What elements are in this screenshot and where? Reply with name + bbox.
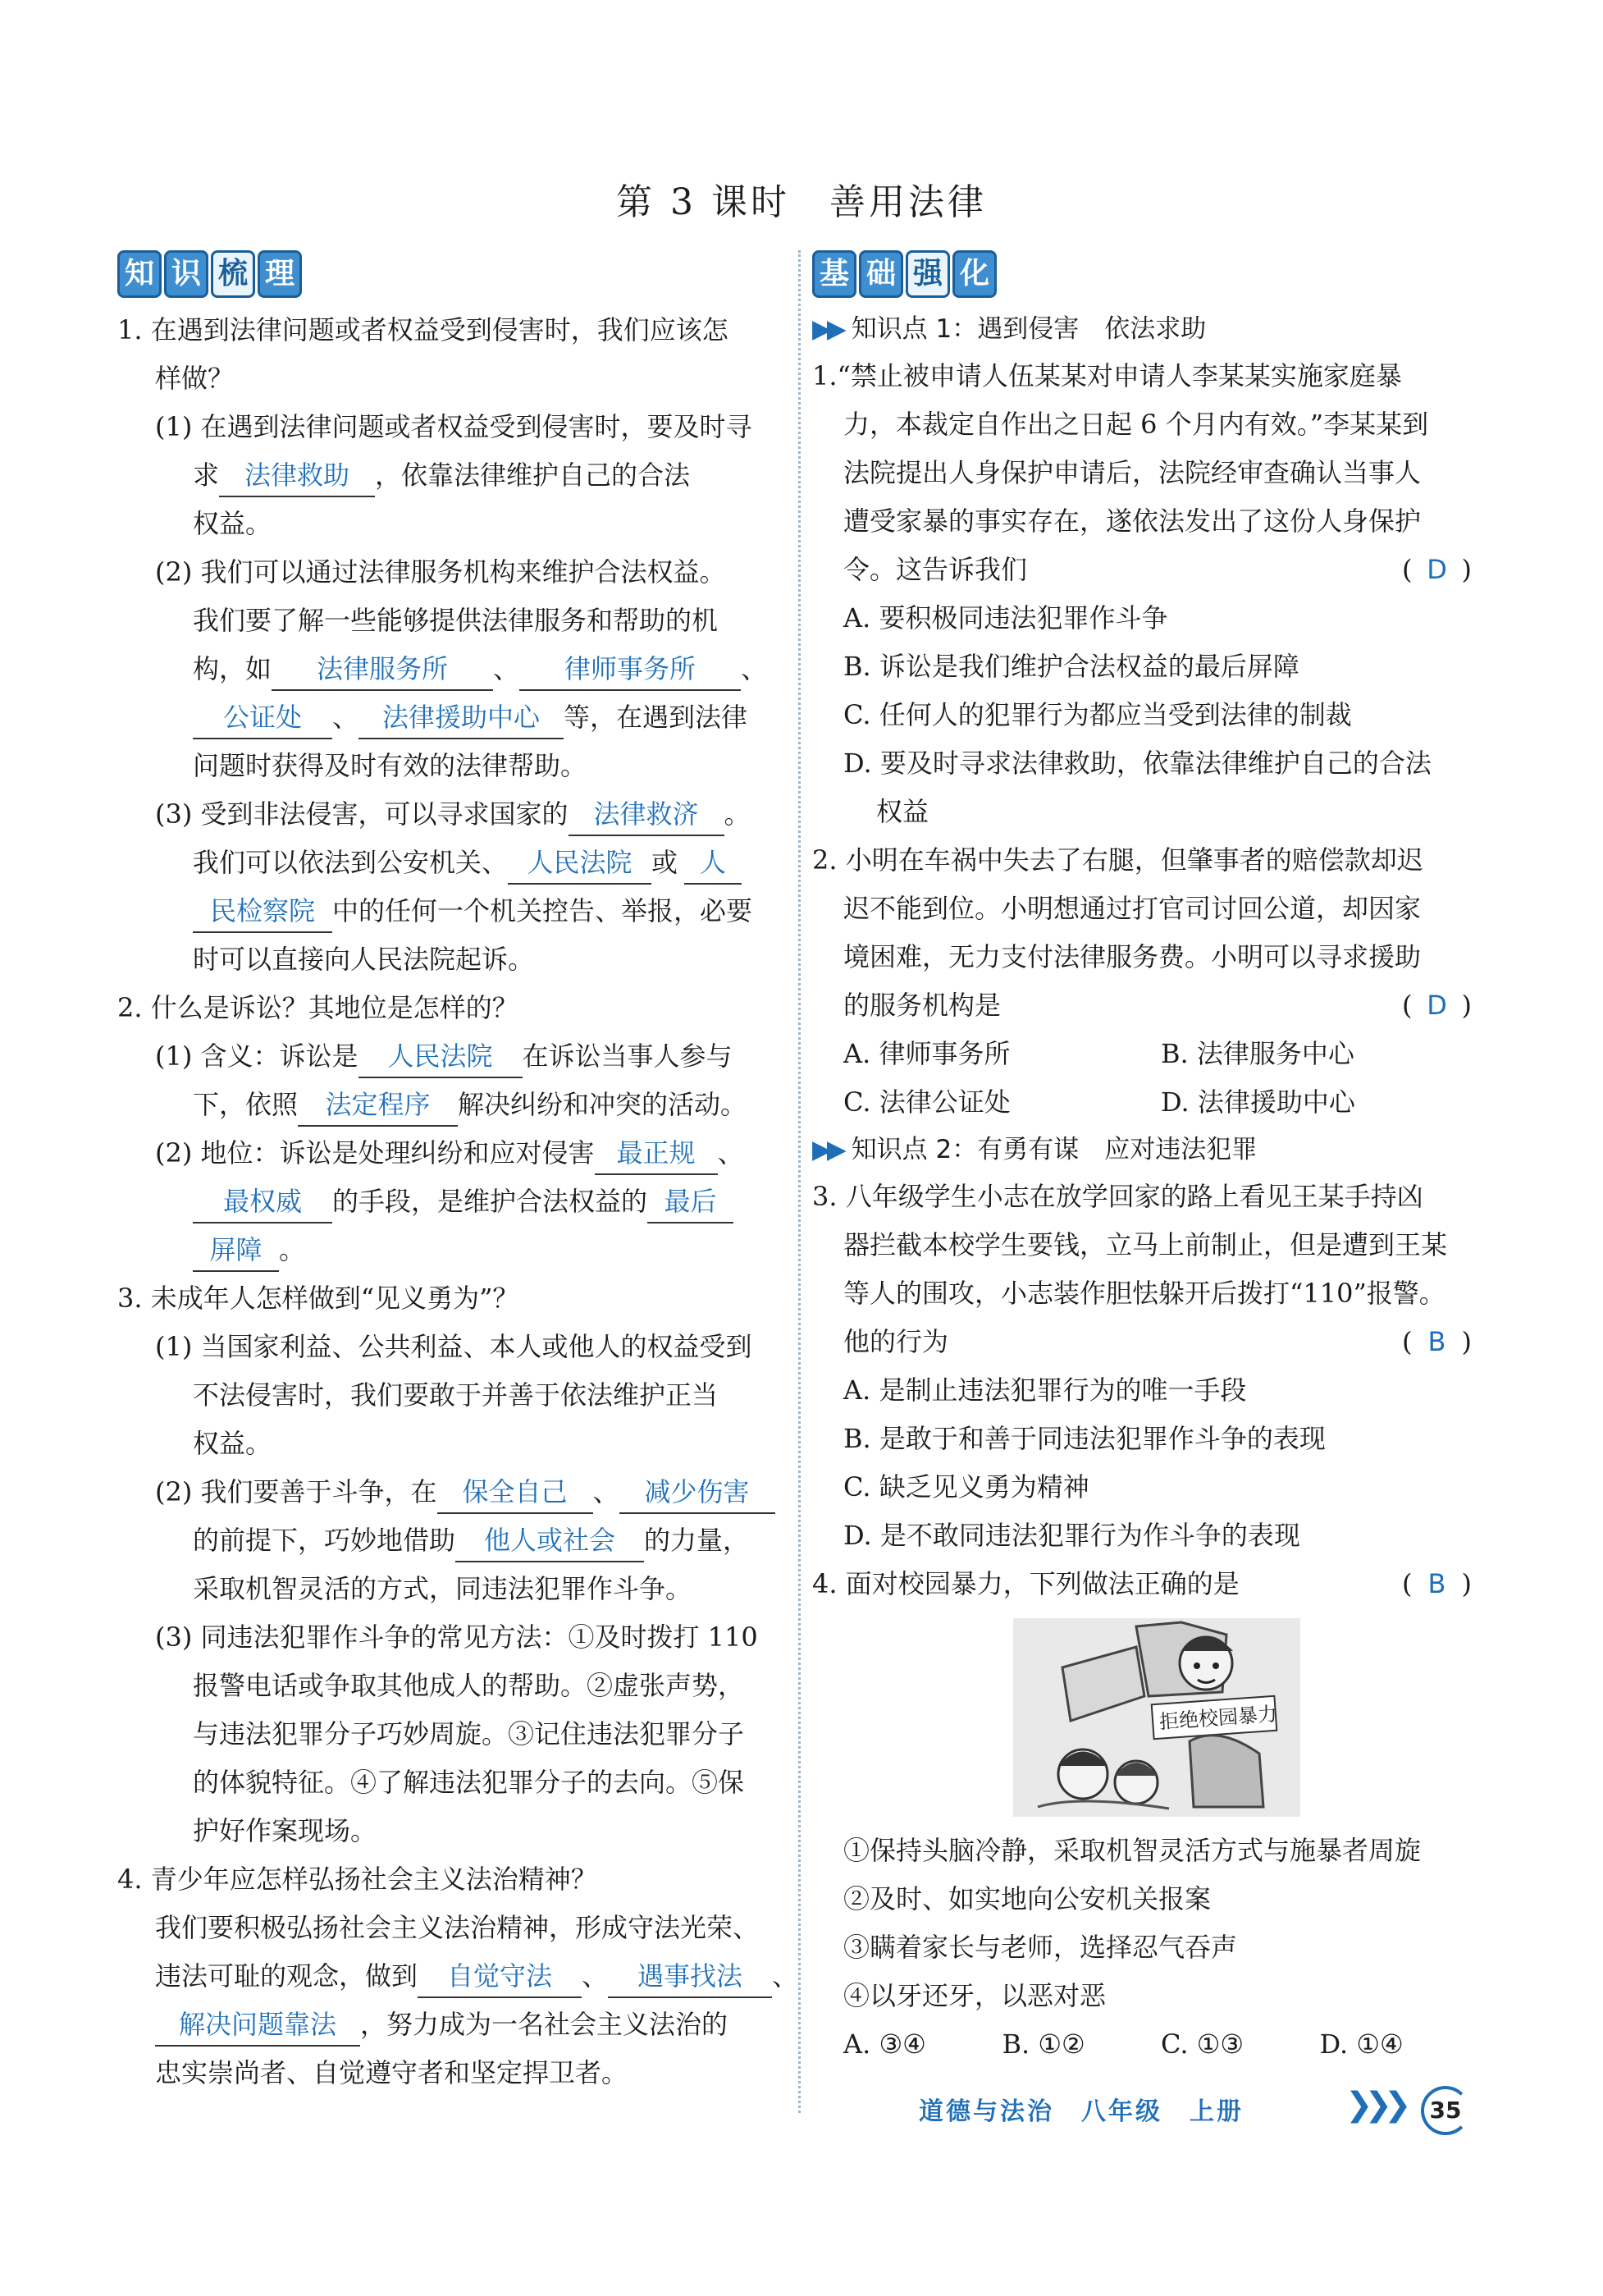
text: 、 bbox=[772, 1960, 799, 1992]
option: B. ①② bbox=[1002, 2028, 1085, 2060]
answer-blank: 遇事找法 bbox=[608, 1955, 772, 1998]
q3-point-2-end: 采取机智灵活的方式，同违法犯罪作斗争。 bbox=[193, 1573, 692, 1604]
q4-answer-end: 忠实崇尚者、自觉遵守者和坚定捍卫者。 bbox=[155, 2057, 628, 2088]
answer-blank: 人 bbox=[684, 842, 742, 885]
text: 构，如 bbox=[193, 653, 272, 684]
chevron-right-icon: ❯❯❯ bbox=[1345, 2086, 1404, 2124]
double-arrow-icon: ▶▶ bbox=[812, 314, 842, 344]
option: D. 要及时寻求法律救助，依靠法律维护自己的合法 bbox=[843, 748, 1432, 779]
answer-blank: 自觉守法 bbox=[418, 1955, 582, 1998]
q4-answer-cont-2 bbox=[117, 2001, 792, 2049]
answer-bracket: ( D ) bbox=[1402, 981, 1478, 1030]
text: (3) 受到非法侵害，可以寻求国家的 bbox=[155, 798, 569, 830]
q1-point-3 bbox=[117, 790, 792, 839]
q1-point-3-cont bbox=[117, 839, 792, 887]
answer-blank: 人民法院 bbox=[359, 1036, 523, 1078]
text: 、 bbox=[332, 702, 359, 733]
question-3: 3. 未成年人怎样做到“见义勇为”？ bbox=[117, 1283, 519, 1314]
cartoon-sign-text: 拒绝校园暴力 bbox=[1158, 1702, 1278, 1734]
question-1: 1. 在遇到法律问题或者权益受到侵害时，我们应该怎 bbox=[117, 314, 728, 345]
page-number: 35 bbox=[1421, 2086, 1470, 2135]
text: ，依靠法律维护自己的合法 bbox=[375, 460, 691, 491]
basic-practice-column bbox=[812, 250, 1478, 2069]
option: A. 是制止违法犯罪行为的唯一手段 bbox=[843, 1374, 1247, 1406]
option: D. 法律援助中心 bbox=[1161, 1086, 1355, 1118]
text: 的力量， bbox=[644, 1525, 750, 1556]
mc-q1-line: 1.“禁止被申请人伍某某对申请人李某某实施家庭暴 bbox=[812, 360, 1402, 391]
text: ，努力成为一名社会主义法治的 bbox=[360, 2009, 728, 2040]
text: (2) 地位：诉讼是处理纠纷和应对侵害 bbox=[155, 1137, 595, 1169]
option: B. 诉讼是我们维护合法权益的最后屏障 bbox=[843, 651, 1299, 682]
mc-q1-line: 法院提出人身保护申请后，法院经审查确认当事人 bbox=[843, 457, 1422, 488]
option: A. 律师事务所 bbox=[843, 1038, 1011, 1069]
text: (1) 含义：诉讼是 bbox=[155, 1041, 359, 1072]
badge-char: 化 bbox=[952, 250, 997, 298]
option: C. 缺乏见义勇为精神 bbox=[843, 1471, 1089, 1502]
option: C. 法律公证处 bbox=[843, 1086, 1011, 1118]
q3-point-3-cont: 的体貌特征。④了解违法犯罪分子的去向。⑤保 bbox=[193, 1767, 745, 1798]
option-row bbox=[812, 1030, 1478, 1078]
text: 求 bbox=[193, 460, 220, 491]
q3-point-2 bbox=[117, 1468, 792, 1516]
q1-point-2-end: 问题时获得及时有效的法律帮助。 bbox=[193, 750, 587, 781]
option: B. 法律服务中心 bbox=[1161, 1038, 1354, 1069]
q3-point-1-end: 权益。 bbox=[193, 1428, 272, 1459]
q3-point-3-cont: 报警电话或争取其他成人的帮助。②虚张声势， bbox=[193, 1670, 745, 1701]
answer-blank: 人民法院 bbox=[508, 842, 651, 885]
text: 的前提下，巧妙地借助 bbox=[193, 1525, 456, 1556]
mc-q3-line: 3. 八年级学生小志在放学回家的路上看见王某手持凶 bbox=[812, 1181, 1423, 1212]
mc-q3-line: 等人的围攻，小志装作胆怯躲开后拨打“110”报警。 bbox=[843, 1278, 1445, 1309]
mc-q4 bbox=[812, 1560, 1478, 1608]
answer-blank: 最权威 bbox=[193, 1181, 332, 1223]
q3-point-1-cont: 不法侵害时，我们要敢于并善于依法维护正当 bbox=[193, 1379, 719, 1411]
answer-choice: B bbox=[1427, 1568, 1446, 1599]
knowledge-review-column bbox=[117, 250, 799, 2097]
mc-q2-line: 境困难，无力支付法律服务费。小明可以寻求援助 bbox=[843, 941, 1422, 972]
text: 在诉讼当事人参与 bbox=[522, 1041, 733, 1072]
lesson-title: 第 3 课时 善用法律 bbox=[616, 181, 987, 223]
text: 等，在遇到法律 bbox=[564, 702, 748, 733]
answer-blank: 他人或社会 bbox=[455, 1520, 644, 1562]
badge-char: 础 bbox=[859, 250, 903, 298]
text: 、 bbox=[592, 1476, 619, 1507]
text: 下，依照 bbox=[193, 1089, 299, 1120]
answer-blank: 解决问题靠法 bbox=[155, 2004, 360, 2047]
q1-point-1-end: 权益。 bbox=[193, 508, 272, 539]
answer-bracket: ( D ) bbox=[1402, 546, 1478, 594]
option: B. 是敢于和善于同违法犯罪作斗争的表现 bbox=[843, 1423, 1326, 1454]
answer-choice: D bbox=[1427, 554, 1447, 585]
answer-blank: 屏障 bbox=[193, 1229, 279, 1272]
option: D. ①④ bbox=[1319, 2028, 1404, 2060]
question-4: 4. 青少年应怎样弘扬社会主义法治精神？ bbox=[117, 1864, 597, 1895]
badge-char: 基 bbox=[812, 250, 856, 298]
page-footer bbox=[919, 2084, 1493, 2134]
question-2: 2. 什么是诉讼？其地位是怎样的？ bbox=[117, 992, 518, 1023]
option: C. 任何人的犯罪行为都应当受到法律的制裁 bbox=[843, 699, 1352, 730]
q2-point-2-cont bbox=[117, 1178, 792, 1226]
mc-q2-line: 2. 小明在车祸中失去了右腿，但肇事者的赔偿款却迟 bbox=[812, 844, 1423, 876]
mc-q2-line: 迟不能到位。小明想通过打官司讨回公道，却因家 bbox=[843, 893, 1422, 924]
q3-point-3-cont: 与违法犯罪分子巧妙周旋。③记住违法犯罪分子 bbox=[193, 1718, 745, 1749]
q2-point-1-cont bbox=[117, 1081, 792, 1129]
text: 、 bbox=[582, 1960, 609, 1992]
q4-answer-cont bbox=[117, 1952, 799, 2001]
answer-blank: 法律救助 bbox=[219, 455, 375, 497]
answer-choice: D bbox=[1427, 990, 1447, 1021]
mc-q3-last bbox=[812, 1318, 1478, 1366]
column-divider bbox=[798, 250, 801, 2113]
q1-point-3-cont-2 bbox=[117, 887, 792, 935]
mc-q2-last bbox=[812, 981, 1478, 1030]
answer-blank: 最正规 bbox=[595, 1132, 718, 1175]
answer-blank: 最后 bbox=[647, 1181, 733, 1223]
text: 令。这告诉我们 bbox=[843, 554, 1028, 585]
book-title: 道德与法治 八年级 上册 bbox=[919, 2097, 1244, 2126]
mc-q1-line: 力，本裁定自作出之日起 6 个月内有效。”李某某到 bbox=[843, 409, 1429, 440]
text: 的手段，是维护合法权益的 bbox=[332, 1186, 648, 1217]
answer-blank: 法律援助中心 bbox=[359, 697, 564, 739]
q1-point-1: (1) 在遇到法律问题或者权益受到侵害时，要及时寻 bbox=[155, 411, 752, 442]
q3-point-3: (3) 同违法犯罪作斗争的常见方法：①及时拨打 110 bbox=[155, 1621, 758, 1653]
text: 解决纠纷和冲突的活动。 bbox=[458, 1089, 747, 1120]
option-row bbox=[812, 1078, 1478, 1127]
statement: ②及时、如实地向公安机关报案 bbox=[843, 1883, 1212, 1914]
knowledge-point-2: 知识点 2：有勇有谋 应对违法犯罪 bbox=[851, 1135, 1258, 1164]
text: 、 bbox=[493, 653, 520, 684]
q2-point-2 bbox=[117, 1129, 792, 1178]
answer-blank: 律师事务所 bbox=[519, 648, 741, 691]
option: A. ③④ bbox=[843, 2028, 926, 2060]
q1-point-2-blanks bbox=[117, 645, 792, 693]
q1-point-2-blanks-2 bbox=[117, 693, 792, 742]
option: D. 是不敢同违法犯罪行为作斗争的表现 bbox=[843, 1520, 1300, 1551]
knowledge-point-1-header bbox=[812, 306, 1478, 352]
text: 或 bbox=[651, 847, 678, 878]
badge-char: 理 bbox=[258, 250, 302, 298]
badge-char: 识 bbox=[164, 250, 208, 298]
answer-bracket: ( B ) bbox=[1402, 1560, 1478, 1608]
q1-point-3-end: 时可以直接向人民法院起诉。 bbox=[193, 944, 535, 975]
text: 违法可耻的观念，做到 bbox=[155, 1960, 418, 1992]
option: A. 要积极同违法犯罪作斗争 bbox=[843, 602, 1168, 633]
text: 的服务机构是 bbox=[843, 990, 1002, 1021]
answer-blank: 保全自己 bbox=[437, 1471, 593, 1514]
text: 。 bbox=[724, 798, 751, 830]
q1-point-2: (2) 我们可以通过法律服务机构来维护合法权益。 bbox=[155, 556, 726, 588]
text: 他的行为 bbox=[843, 1326, 949, 1357]
q4-answer: 我们要积极弘扬社会主义法治精神，形成守法光荣、 bbox=[155, 1912, 760, 1943]
text: (2) 我们要善于斗争，在 bbox=[155, 1476, 437, 1507]
badge-char: 知 bbox=[117, 250, 162, 298]
text: 我们可以依法到公安机关、 bbox=[193, 847, 509, 878]
q3-point-2-cont bbox=[117, 1516, 792, 1565]
option-cont: 权益 bbox=[876, 796, 929, 827]
knowledge-point-1: 知识点 1：遇到侵害 依法求助 bbox=[851, 314, 1207, 344]
answer-blank: 公证处 bbox=[193, 697, 332, 739]
text: 、 bbox=[741, 653, 768, 684]
question-1-cont: 样做？ bbox=[155, 363, 235, 394]
mc-q1-line: 遭受家暴的事实存在，遂依法发出了这份人身保护 bbox=[843, 505, 1422, 537]
q1-point-2-cont: 我们要了解一些能够提供法律服务和帮助的机 bbox=[193, 605, 719, 636]
double-arrow-icon: ▶▶ bbox=[812, 1135, 842, 1164]
answer-blank: 减少伤害 bbox=[619, 1471, 775, 1514]
text: 4. 面对校园暴力，下列做法正确的是 bbox=[812, 1568, 1240, 1599]
text: 中的任何一个机关控告、举报，必要 bbox=[332, 895, 753, 926]
q1-point-1-cont bbox=[117, 451, 792, 500]
q3-point-1: (1) 当国家利益、公共利益、本人或他人的权益受到 bbox=[155, 1331, 752, 1362]
text: 。 bbox=[279, 1234, 306, 1265]
answer-blank: 民检察院 bbox=[193, 890, 332, 933]
statement: ③瞒着家长与老师，选择忍气吞声 bbox=[843, 1932, 1238, 1963]
statement: ①保持头脑冷静，采取机智灵活方式与施暴者周旋 bbox=[843, 1835, 1422, 1866]
answer-blank: 法律救济 bbox=[569, 794, 724, 836]
q2-point-2-end bbox=[117, 1226, 792, 1274]
knowledge-review-badge bbox=[117, 250, 302, 298]
answer-choice: B bbox=[1427, 1326, 1446, 1357]
answer-bracket: ( B ) bbox=[1402, 1318, 1478, 1366]
q2-point-1 bbox=[117, 1032, 792, 1081]
statement: ④以牙还牙，以恶对恶 bbox=[843, 1980, 1107, 2011]
badge-char: 梳 bbox=[211, 250, 255, 298]
text: 、 bbox=[717, 1137, 744, 1169]
basic-practice-badge bbox=[812, 250, 997, 298]
mc-q3-line: 器拦截本校学生要钱，立马上前制止，但是遭到王某 bbox=[843, 1229, 1448, 1260]
mc-q1-last bbox=[812, 546, 1478, 594]
option-row bbox=[812, 2020, 1478, 2069]
option: C. ①③ bbox=[1161, 2028, 1244, 2060]
knowledge-point-2-header bbox=[812, 1127, 1478, 1173]
q3-point-3-end: 护好作案现场。 bbox=[193, 1815, 377, 1846]
school-violence-cartoon bbox=[1013, 1618, 1300, 1817]
answer-blank: 法律服务所 bbox=[272, 648, 493, 691]
answer-blank: 法定程序 bbox=[298, 1084, 458, 1127]
badge-char: 强 bbox=[906, 250, 950, 298]
